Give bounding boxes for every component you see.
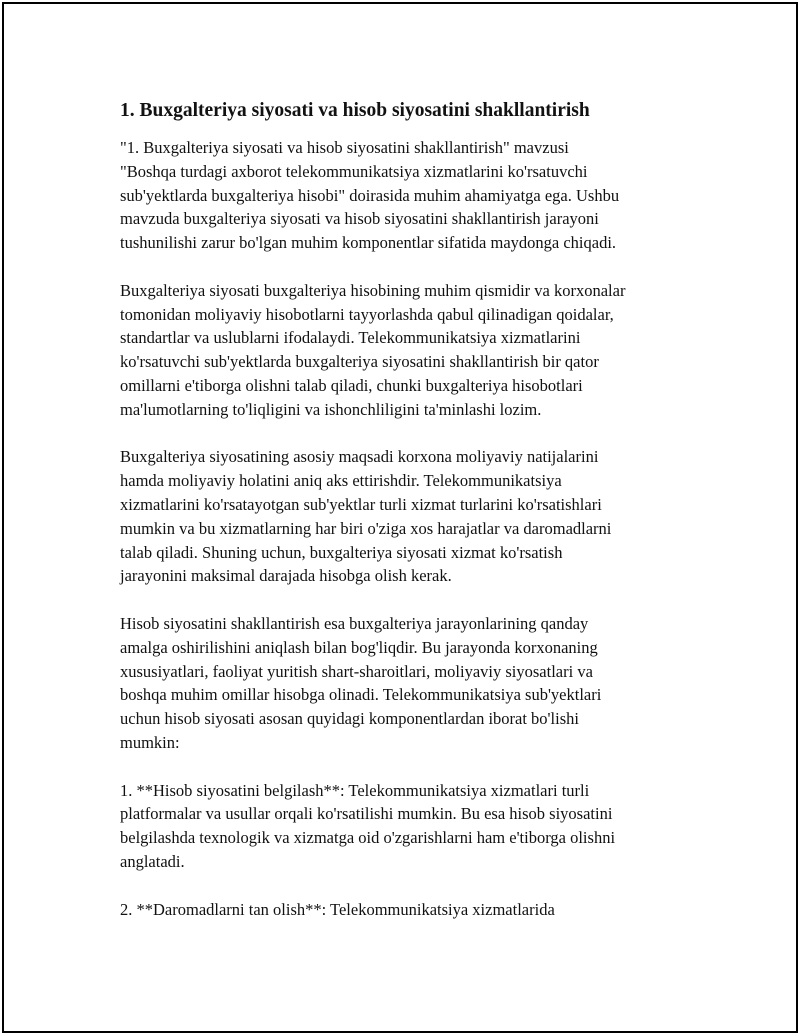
paragraph-accounting-policy: Buxgalteriya siyosati buxgalteriya hisobining muhim qismidir va korxonalar tomonidan moliyaviy hisobotlarni tayyorlashda qabul qilinadigan qoidalar, standartlar va uslublarni ifodalaydi. Telekommunikatsiya xizmatlarini ko'rsatuvchi sub'yektlarda buxgalteriya siyosatini shakllantirish bir qator omillarni e'tiborga olishni talab qiladi, chunki buxgalteriya hisobotlari ma'lumotlarning to'liqligini va ishonchliligini ta'minlashi lozim. bbox=[120, 280, 626, 419]
paragraph-policy-goal: Buxgalteriya siyosatining asosiy maqsadi korxona moliyaviy natijalarini hamda moliyaviy holatini aniq aks ettirishdir. Telekommunikatsiya xizmatlarini ko'rsatayotgan sub'yektlar turli xizmat turlarini ko'rsatishlari mumkin va bu xizmatlarning har biri o'ziga xos harajatlar va daromadlarni talab qiladi. Shuning uchun, buxgalteriya siyosati xizmat ko'rsatish jarayonini maksimal darajada hisobga olish kerak. bbox=[120, 447, 612, 586]
page-frame bbox=[2, 2, 798, 1033]
section-title: 1. Buxgalteriya siyosati va hisob siyosatini shakllantirish bbox=[120, 100, 590, 121]
paragraph-policy-formation: Hisob siyosatini shakllantirish esa buxgalteriya jarayonlarining qanday amalga oshirilishini aniqlash bilan bog'liqdir. Bu jarayonda korxonaning xususiyatlari, faoliyat yuritish shart-sharoitlari, moliyaviy siyosatlari va boshqa muhim omillar hisobga olinadi. Telekommunikatsiya sub'yektlari uchun hisob siyosati asosan quyidagi komponentlardan iborat bo'lishi mumkin: bbox=[120, 613, 602, 752]
document-body bbox=[120, 98, 694, 945]
list-item-1: 1. **Hisob siyosatini belgilash**: Telekommunikatsiya xizmatlari turli platformalar va usullar orqali ko'rsatilishi mumkin. Bu esa hisob siyosatini belgilashda texnologik va xizmatga oid o'zgarishlarni ham e'tiborga olishni anglatadi. bbox=[120, 780, 616, 871]
list-item-2: 2. **Daromadlarni tan olish**: Telekommunikatsiya xizmatlarida bbox=[120, 899, 555, 919]
paragraph-intro: "1. Buxgalteriya siyosati va hisob siyosatini shakllantirish" mavzusi "Boshqa turdagi axborot telekommunikatsiya xizmatlarini ko'rsatuvchi sub'yektlarda buxgalteriya hisobi" doirasida muhim ahamiyatga ega. Ushbu mavzuda buxgalteriya siyosati va hisob siyosatini shakllantirish jarayoni tushunilishi zarur bo'lgan muhim komponentlar sifatida maydonga chiqadi. bbox=[120, 138, 620, 253]
